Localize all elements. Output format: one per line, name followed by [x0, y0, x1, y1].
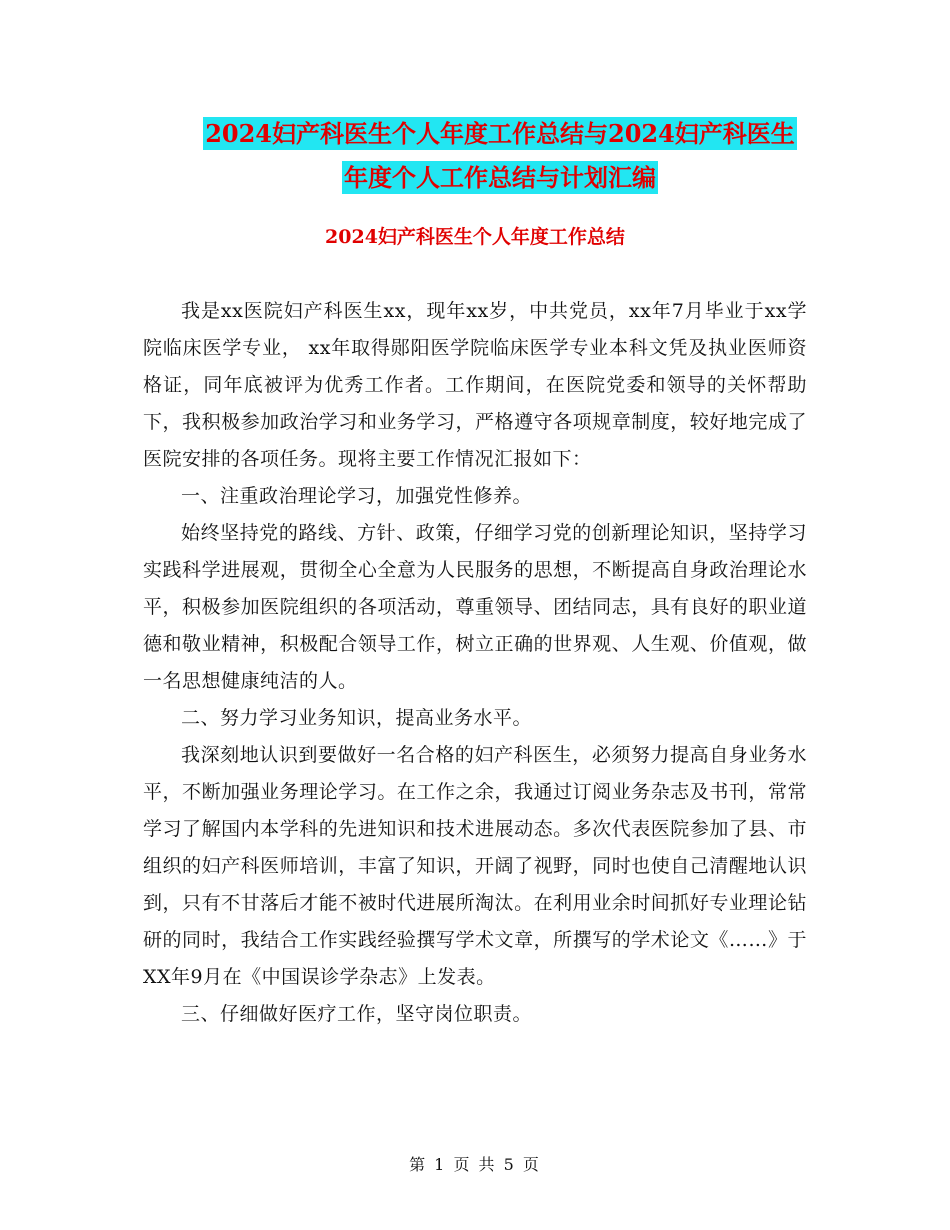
paragraph-section-1: 始终坚持党的路线、方针、政策，仔细学习党的创新理论知识，坚持学习实践科学进展观，贯彻全心全意为人民服务的思想，不断提高自身政治理论水平，积极参加医院组织的各项活动，尊重领导、团结同志，具有良好的职业道德和敬业精神，积极配合领导工作，树立正确的世界观、人生观、价值观，做一名思想健康纯洁的人。 — [143, 522, 807, 692]
document-title-line-2: 年度个人工作总结与计划汇编 — [344, 163, 656, 192]
document-title — [140, 112, 860, 200]
heading-section-2: 二、努力学习业务知识，提高业务水平。 — [181, 707, 533, 729]
paragraph-section-2: 我深刻地认识到要做好一名合格的妇产科医生，必须努力提高自身业务水平，不断加强业务理论学习。在工作之余，我通过订阅业务杂志及书刊，常常学习了解国内本学科的先进知识和技术进展动态。多次代表医院参加了县、市组织的妇产科医师培训，丰富了知识，开阔了视野，同时也使自己清醒地认识到，只有不甘落后才能不被时代进展所淘汰。在利用业余时间抓好专业理论钻研的同时，我结合工作实践经验撰写学术文章，所撰写的学术论文《……》于XX年9月在《中国误诊学杂志》上发表。 — [143, 744, 807, 988]
heading-section-3: 三、仔细做好医疗工作，坚守岗位职责。 — [181, 1003, 533, 1025]
page-footer: 第 1 页 共 5 页 — [409, 1155, 541, 1174]
section-title: 2024妇产科医生个人年度工作总结 — [325, 226, 625, 248]
paragraph-intro: 我是xx医院妇产科医生xx，现年xx岁，中共党员，xx年7月毕业于xx学院临床医学专业， xx年取得郧阳医学院临床医学专业本科文凭及执业医师资格证，同年底被评为优秀工作者。工作期间，在医院党委和领导的关怀帮助下，我积极参加政治学习和业务学习，严格遵守各项规章制度，较好地完成了医院安排的各项任务。现将主要工作情况汇报如下： — [143, 300, 807, 470]
heading-section-1: 一、注重政治理论学习，加强党性修养。 — [181, 485, 533, 507]
document-body — [143, 293, 807, 1033]
document-title-line-1: 2024妇产科医生个人年度工作总结与2024妇产科医生 — [205, 119, 795, 148]
